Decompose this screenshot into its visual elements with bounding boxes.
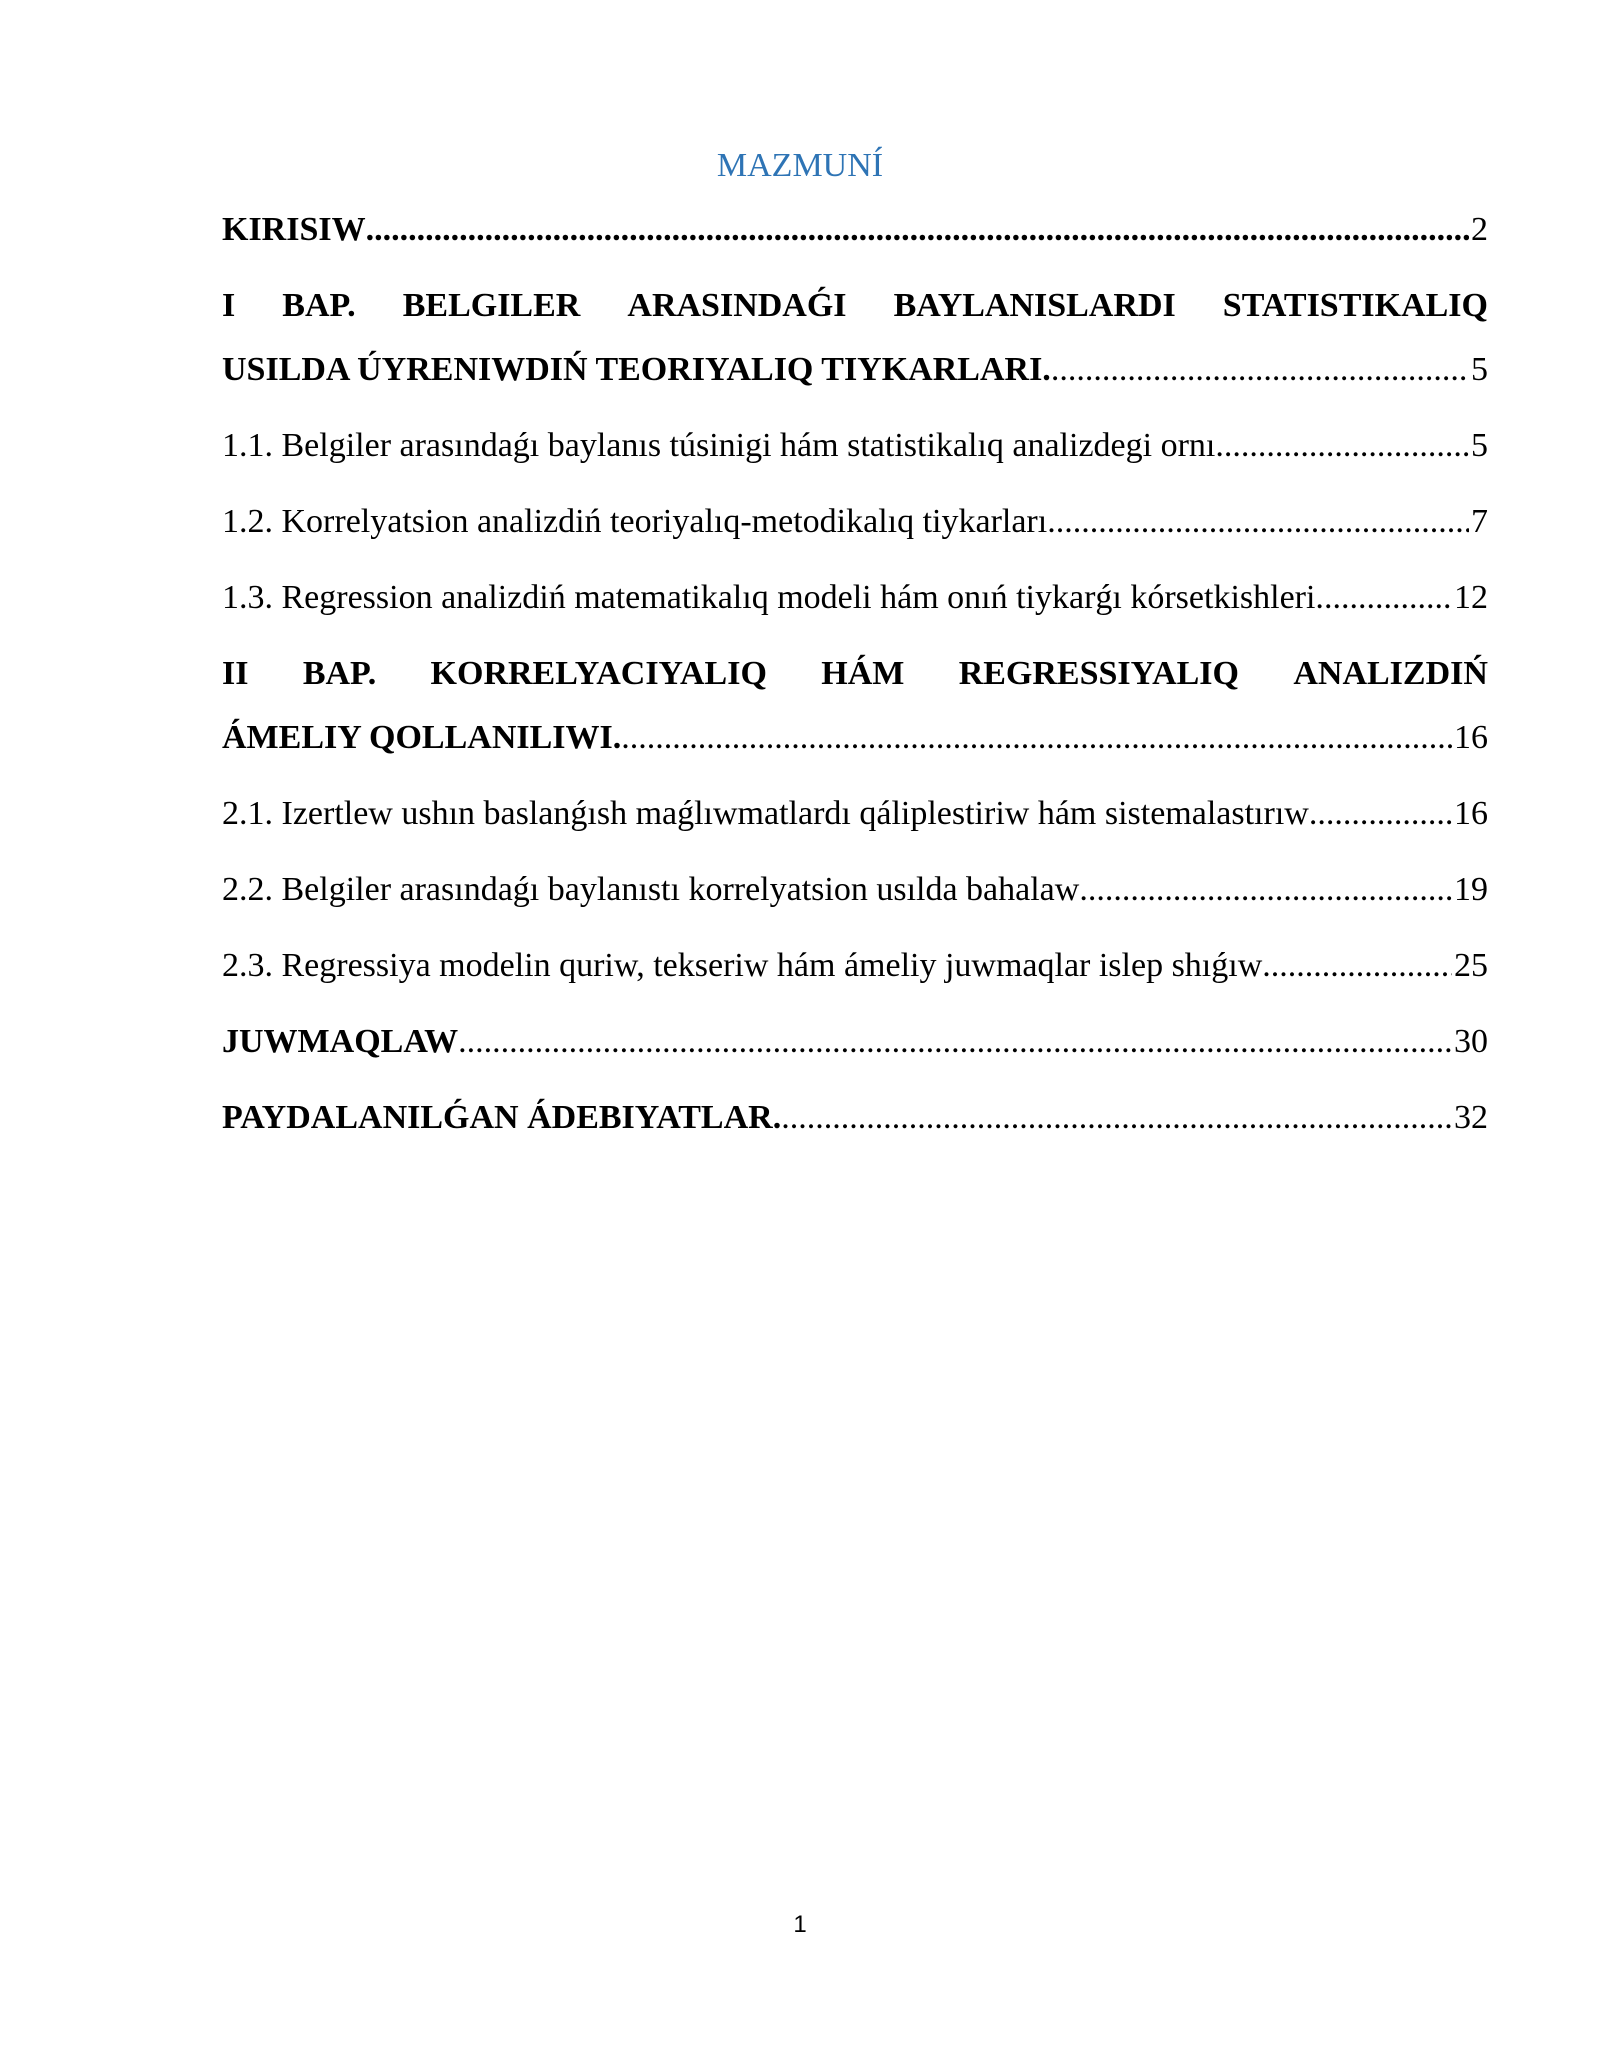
toc-entry-chapter-2[interactable] bbox=[222, 654, 1488, 758]
toc-entry-section-1-1[interactable] bbox=[222, 426, 1488, 466]
chapter-2-word: BAP. bbox=[302, 655, 377, 692]
chapter-1-word: BELGILER bbox=[402, 287, 581, 324]
dot-leader bbox=[1047, 502, 1469, 542]
toc-entry-page: 19 bbox=[1454, 871, 1488, 908]
dot-leader bbox=[1051, 350, 1469, 390]
toc-entry-section-2-2[interactable] bbox=[222, 870, 1488, 910]
chapter-2-title-line bbox=[222, 654, 1488, 694]
dot-leader bbox=[1309, 794, 1452, 834]
dot-leader bbox=[1324, 578, 1452, 618]
page-title: MAZMUNÍ bbox=[716, 147, 884, 184]
chapter-1-word: BAP. bbox=[282, 287, 356, 324]
chapter-2-word: KORRELYACIYALIQ bbox=[430, 655, 767, 692]
toc-entry-chapter-1[interactable] bbox=[222, 286, 1488, 390]
toc-entry-page: 16 bbox=[1454, 795, 1488, 832]
chapter-2-last-line bbox=[222, 718, 1488, 758]
toc-entry-section-1-3[interactable] bbox=[222, 578, 1488, 618]
toc-entry-section-2-3[interactable] bbox=[222, 946, 1488, 986]
toc-entry-page: 5 bbox=[1471, 427, 1488, 464]
toc-entry-page: 7 bbox=[1471, 503, 1488, 540]
chapter-1-title-line bbox=[222, 286, 1488, 326]
toc-entry-page: 25 bbox=[1454, 947, 1488, 984]
chapter-1-last-line bbox=[222, 350, 1488, 390]
dot-leader bbox=[458, 1022, 1452, 1062]
page-number: 1 bbox=[793, 1911, 807, 1938]
toc-entry-label: KIRISIW bbox=[222, 211, 366, 248]
toc-entry-section-2-1[interactable] bbox=[222, 794, 1488, 834]
toc-entry-references[interactable] bbox=[222, 1098, 1488, 1138]
toc-entry-page: 12 bbox=[1454, 579, 1488, 616]
chapter-2-word: ANALIZDIŃ bbox=[1293, 655, 1488, 692]
toc-entry-page: 5 bbox=[1471, 351, 1488, 388]
dot-leader bbox=[781, 1098, 1452, 1138]
toc-entry-label: 1.2. Korrelyatsion analizdiń teoriyalıq-metodikalıq tiykarları bbox=[222, 503, 1048, 540]
chapter-2-word: HÁM bbox=[821, 655, 905, 692]
toc-entry-page: 2 bbox=[1471, 211, 1488, 248]
dot-leader bbox=[366, 210, 1469, 250]
chapter-1-word: ARASINDAǴI bbox=[627, 287, 847, 324]
toc-entry-page: 32 bbox=[1454, 1099, 1488, 1136]
chapter-1-word: BAYLANISLARDI bbox=[893, 287, 1176, 324]
table-of-contents bbox=[222, 208, 1488, 1138]
dot-leader bbox=[1079, 870, 1452, 910]
chapter-2-word: REGRESSIYALIQ bbox=[958, 655, 1239, 692]
toc-entry-label: PAYDALANILǴAN ÁDEBIYATLAR. bbox=[222, 1099, 782, 1136]
toc-entry-label: 1.1. Belgiler arasındaǵı baylanıs túsinigi hám statistikalıq analizdegi ornı bbox=[222, 427, 1216, 464]
toc-entry-label: 1.3. Regression analizdiń matematikalıq modeli hám onıń tiykarǵı kórsetkishleri. bbox=[222, 579, 1324, 616]
toc-entry-label: 2.1. Izertlew ushın baslanǵısh maǵlıwmatlardı qáliplestiriw hám sistemalastırıw bbox=[222, 795, 1309, 832]
toc-entry-section-1-2[interactable] bbox=[222, 502, 1488, 542]
chapter-1-word: I bbox=[222, 287, 236, 324]
dot-leader bbox=[1215, 426, 1469, 466]
chapter-2-word: II bbox=[222, 655, 249, 692]
toc-entry-page: 30 bbox=[1454, 1023, 1488, 1060]
toc-entry-conclusion[interactable] bbox=[222, 1022, 1488, 1062]
toc-entry-introduction[interactable] bbox=[222, 210, 1488, 250]
dot-leader bbox=[621, 718, 1452, 758]
toc-entry-label: ÁMELIY QOLLANILIWI. bbox=[222, 719, 622, 756]
toc-entry-label: 2.2. Belgiler arasındaǵı baylanıstı korrelyatsion usılda bahalaw bbox=[222, 871, 1080, 908]
toc-entry-label: 2.3. Regressiya modelin quriw, tekseriw hám ámeliy juwmaqlar islep shıǵıw bbox=[222, 947, 1263, 984]
toc-entry-page: 16 bbox=[1454, 719, 1488, 756]
dot-leader bbox=[1262, 946, 1452, 986]
chapter-1-word: STATISTIKALIQ bbox=[1222, 287, 1488, 324]
toc-entry-label: JUWMAQLAW bbox=[222, 1023, 459, 1060]
toc-entry-label: USILDA ÚYRENIWDIŃ TEORIYALIQ TIYKARLARI. bbox=[222, 351, 1051, 388]
